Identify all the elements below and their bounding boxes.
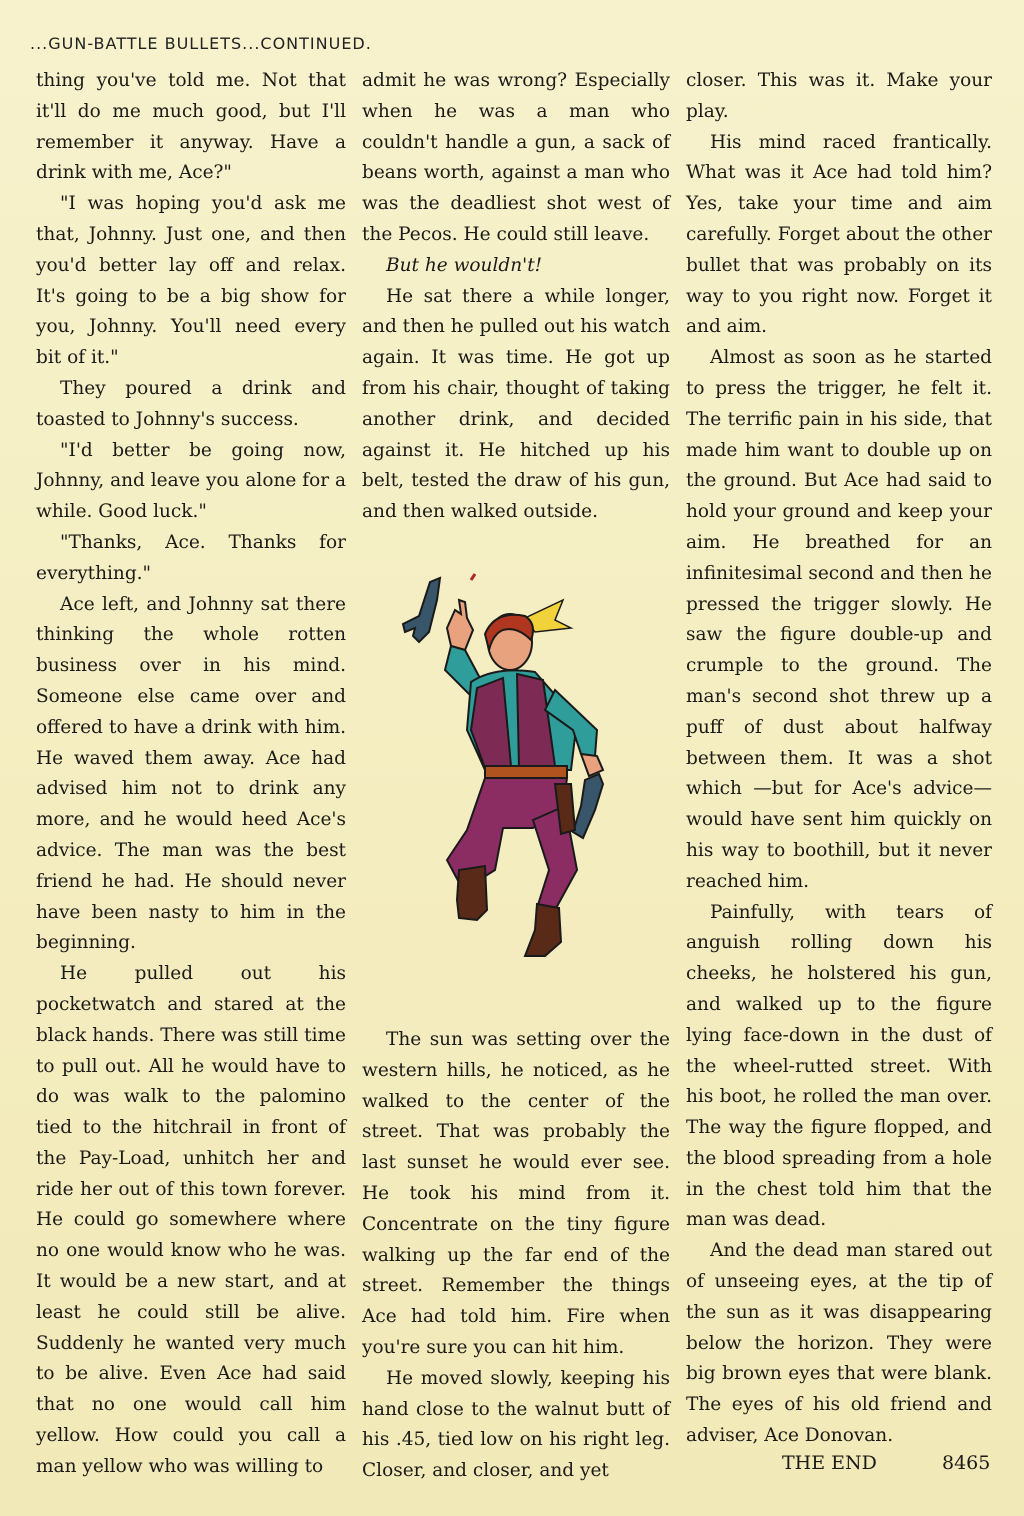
end-label: THE END <box>782 1452 877 1474</box>
text-column-2-bottom <box>362 1025 670 1487</box>
paragraph: closer. This was it. Make your play. <box>686 70 992 122</box>
paragraph: He moved slowly, keeping his hand close to the walnut butt of his .45, tied low on his right leg. Closer, and closer, and yet <box>362 1367 670 1482</box>
paragraph: "I'd better be going now, Johnny, and leave you alone for a while. Good luck." <box>36 439 346 523</box>
paragraph: And the dead man stared out of unseeing eyes, at the tip of the sun as it was disappearing below the horizon. They were big brown eyes that were blank. The eyes of his old friend and adviser, Ace Donovan. <box>686 1240 992 1447</box>
paragraph: Painfully, with tears of anguish rolling down his cheeks, he holstered his gun, and walked up to the figure lying face-down in the dust of the wheel-rutted street. With his boot, he rolled the man over. The way the figure flopped, and the blood spreading from a hole in the chest told him that the man was dead. <box>686 901 992 1231</box>
gunfighter-illustration <box>385 570 630 970</box>
page-header: ...GUN-BATTLE BULLETS...CONTINUED. <box>30 34 372 53</box>
paragraph: "Thanks, Ace. Thanks for everything." <box>36 531 346 584</box>
page-code: 8465 <box>942 1452 991 1474</box>
paragraph: The sun was setting over the western hills, he noticed, as he walked to the center of the street. That was probably the last sunset he would ever see. He took his mind from it. Concentrate on the tiny figure walking up the far end of the street. Remember the things Ace had told him. Fire when you're sure you can hit him. <box>362 1029 670 1358</box>
paragraph: Almost as soon as he started to press the trigger, he felt it. The terrific pain in his side, that made him want to double up on the ground. But Ace had said to hold your ground and keep your aim. He breathed for an infinitesimal second and then he pressed the trigger slowly. He saw the figure double-up and crumple to the ground. The man's second shot threw up a puff of dust about halfway between them. It was a shot which —but for Ace's advice—would have sent him quickly on his way to boothill, but it never reached him. <box>686 347 992 892</box>
paragraph: His mind raced frantically. What was it Ace had told him? Yes, take your time and aim carefully. Forget about the other bullet that was probably on its way to you right now. Forget it and aim. <box>686 131 992 338</box>
paragraph: He pulled out his pocketwatch and stared at the black hands. There was still time to pull out. All he would have to do was walk to the palomino tied to the hitchrail in front of the Pay-Load, unhitch her and ride her out of this town forever. He could go somewhere where no one would know who he was. It would be a new start, and at least he could still be alive. Suddenly he wanted very much to be alive. Even Ace had said that no one would call him yellow. How could you call a man yellow who was willing to <box>36 963 346 1477</box>
paragraph: They poured a drink and toasted to Johnny's success. <box>36 377 346 430</box>
page-footer <box>782 1452 991 1474</box>
paragraph: "I was hoping you'd ask me that, Johnny. Just one, and then you'd better lay off and relax. It's going to be a big show for you, Johnny. You'll need every bit of it." <box>36 193 346 369</box>
text-column-3 <box>686 66 992 1452</box>
paragraph: admit he was wrong? Especially when he was a man who couldn't handle a gun, a sack of beans worth, against a man who was the deadliest shot west of the Pecos. He could still leave. <box>362 70 670 245</box>
text-column-1 <box>36 66 346 1483</box>
paragraph: But he wouldn't! <box>386 254 543 276</box>
paragraph: thing you've told me. Not that it'll do me much good, but I'll remember it anyway. Have a drink with me, Ace?" <box>36 70 346 184</box>
text-column-2-top <box>362 66 670 528</box>
paragraph: He sat there a while longer, and then he pulled out his watch again. It was time. He got up from his chair, thought of taking another drink, and decided against it. He hitched up his belt, tested the draw of his gun, and then walked outside. <box>362 285 670 523</box>
paragraph: Ace left, and Johnny sat there thinking the whole rotten business over in his mind. Someone else came over and offered to have a drink with him. He waved them away. Ace had advised him not to drink any more, and he would heed Ace's advice. The man was the best friend he had. He should never have been nasty to him in the beginning. <box>36 593 346 954</box>
